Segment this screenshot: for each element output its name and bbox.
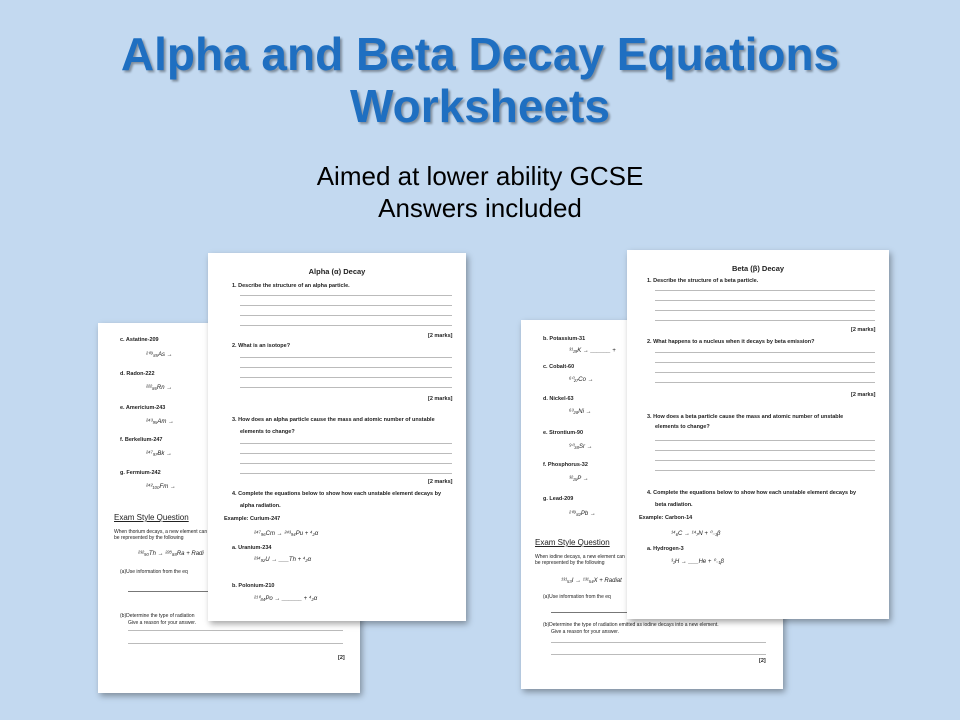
item-label: c. Astatine-209 <box>120 337 159 343</box>
exam-question-b: (b)Determine the type of radiation emitted as iodine decays into a new element. <box>543 622 719 628</box>
answer-line <box>240 295 452 296</box>
question-4: 4. Complete the equations below to show how each unstable element decays by <box>647 490 857 496</box>
question-4: 4. Complete the equations below to show how each unstable element decays by <box>232 491 442 497</box>
answer-line <box>240 387 452 388</box>
page-title <box>0 28 960 132</box>
subtitle-line-1: Aimed at lower ability GCSE <box>316 161 644 191</box>
item-equation: ²⁴³₉₅Am → <box>146 419 175 425</box>
answer-line <box>240 377 452 378</box>
item-equation: ²⁰⁹₈₅As → <box>146 352 173 358</box>
item-label: c. Cobalt-60 <box>543 364 575 370</box>
exam-question-b-reason: Give a reason for your answer. <box>128 620 197 626</box>
item-label: b. Potassium-31 <box>543 336 586 342</box>
answer-line <box>128 630 343 631</box>
item-label: e. Strontium-90 <box>543 430 584 436</box>
item-equation: ³¹₁₉K → ______ + <box>569 348 616 354</box>
answer-line <box>655 352 875 353</box>
item-label: d. Nickel-63 <box>543 396 574 402</box>
worksheet-heading: Alpha (α) Decay <box>308 267 366 276</box>
answer-line <box>240 357 452 358</box>
item-equation: ²⁰⁹₈₂Pb → <box>569 511 596 517</box>
answer-line <box>240 315 452 316</box>
exam-question-b: (b)Determine the type of radiation <box>120 613 195 619</box>
example-label: Example: Carbon-14 <box>639 515 693 521</box>
exam-equation: ²³²₉₀Th → ²²⁸₈₈Ra + Radi <box>138 551 204 557</box>
marks-label: [2] <box>759 658 766 664</box>
question-1: 1. Describe the structure of an alpha particle. <box>232 283 350 289</box>
answer-line <box>655 372 875 373</box>
marks-label: [2 marks] <box>428 396 453 402</box>
item-equation: ⁶³₂₈Ni → <box>569 409 592 415</box>
marks-label: [2 marks] <box>428 479 453 485</box>
answer-line <box>551 642 766 643</box>
item-equation: ³²₁₅P → <box>569 476 589 482</box>
answer-line <box>655 320 875 321</box>
item-label: a. Uranium-234 <box>232 545 272 551</box>
answer-line <box>240 473 452 474</box>
item-label: g. Fermium-242 <box>120 470 161 476</box>
subtitle <box>0 160 960 224</box>
beta-decay-worksheet <box>627 250 889 619</box>
item-equation: ³₁H → ___He + ⁰₋₁β <box>671 559 724 565</box>
item-label: f. Phosphorus-32 <box>543 462 588 468</box>
marks-label: [2 marks] <box>851 392 876 398</box>
item-label: e. Americium-243 <box>120 405 166 411</box>
subtitle-line-2: Answers included <box>378 193 582 223</box>
exam-text: When iodine decays, a new element can be represented by the following <box>535 554 625 566</box>
item-label: a. Hydrogen-3 <box>647 546 684 552</box>
exam-equation: ¹³¹₅₃I → ¹³¹₅₄X + Radiat <box>561 578 622 584</box>
answer-line <box>655 300 875 301</box>
item-equation: ²²²₈₆Rn → <box>146 385 173 391</box>
answer-line <box>240 463 452 464</box>
item-label: b. Polonium-210 <box>232 583 275 589</box>
answer-line <box>240 305 452 306</box>
answer-line <box>655 362 875 363</box>
answer-line <box>655 382 875 383</box>
exam-question-a: (a)Use information from the eq <box>543 594 611 600</box>
example-equation: ²⁴⁷₉₆Cm → ²⁴³₉₄Pu + ⁴₂α <box>254 531 319 537</box>
alpha-decay-worksheet <box>208 253 466 621</box>
exam-question-b-reason: Give a reason for your answer. <box>551 629 620 635</box>
answer-line <box>240 325 452 326</box>
answer-line <box>240 367 452 368</box>
question-3-continued: elements to change? <box>240 429 295 435</box>
item-equation: ²⁴⁷₉₇Bk → <box>146 451 173 457</box>
answer-line <box>128 643 343 644</box>
title-line-2: Worksheets <box>350 80 610 132</box>
marks-label: [2 marks] <box>851 327 876 333</box>
answer-line <box>655 440 875 441</box>
item-equation: ²¹⁰₈₄Po → ______ + ⁴₂α <box>254 596 318 602</box>
item-label: f. Berkelium-247 <box>120 437 163 443</box>
item-equation: ²⁴²₁₀₀Fm → <box>146 484 176 490</box>
example-equation: ¹⁴₆C → ¹⁴₇N + ⁰₋₁β <box>671 531 721 537</box>
title-line-1: Alpha and Beta Decay Equations <box>120 28 840 80</box>
worksheet-heading: Beta (β) Decay <box>731 264 785 273</box>
marks-label: [2 marks] <box>428 333 453 339</box>
item-label: d. Radon-222 <box>120 371 155 377</box>
answer-line <box>655 460 875 461</box>
exam-question-a: (a)Use information from the eq <box>120 569 188 575</box>
question-3: 3. How does an alpha particle cause the mass and atomic number of unstable <box>232 417 435 423</box>
answer-line <box>655 470 875 471</box>
marks-label: [2] <box>338 655 345 661</box>
question-4-continued: alpha radiation. <box>240 503 281 509</box>
question-3-continued: elements to change? <box>655 424 710 430</box>
example-label: Example: Curium-247 <box>224 516 281 522</box>
item-label: g. Lead-209 <box>543 496 574 502</box>
answer-line <box>655 450 875 451</box>
question-2: 2. What happens to a nucleus when it decays by beta emission? <box>647 339 815 345</box>
answer-line <box>655 310 875 311</box>
answer-line <box>240 453 452 454</box>
answer-line <box>551 612 631 613</box>
answer-line <box>128 591 208 592</box>
answer-line <box>240 443 452 444</box>
item-equation: ⁹⁰₃₈Sr → <box>569 444 593 450</box>
item-equation: ⁶⁰₂₇Co → <box>569 377 594 383</box>
question-1: 1. Describe the structure of a beta particle. <box>647 278 759 284</box>
answer-line <box>551 654 766 655</box>
exam-heading: Exam Style Question <box>535 538 610 547</box>
exam-heading: Exam Style Question <box>114 513 189 522</box>
answer-line <box>655 290 875 291</box>
exam-text: When thorium decays, a new element can be represented by the following <box>114 529 208 541</box>
question-3: 3. How does a beta particle cause the mass and atomic number of unstable <box>647 414 844 420</box>
question-2: 2. What is an isotope? <box>232 343 291 349</box>
question-4-continued: beta radiation. <box>655 502 693 508</box>
item-equation: ²³⁴₉₂U → ___Th + ⁴₂α <box>254 557 312 563</box>
